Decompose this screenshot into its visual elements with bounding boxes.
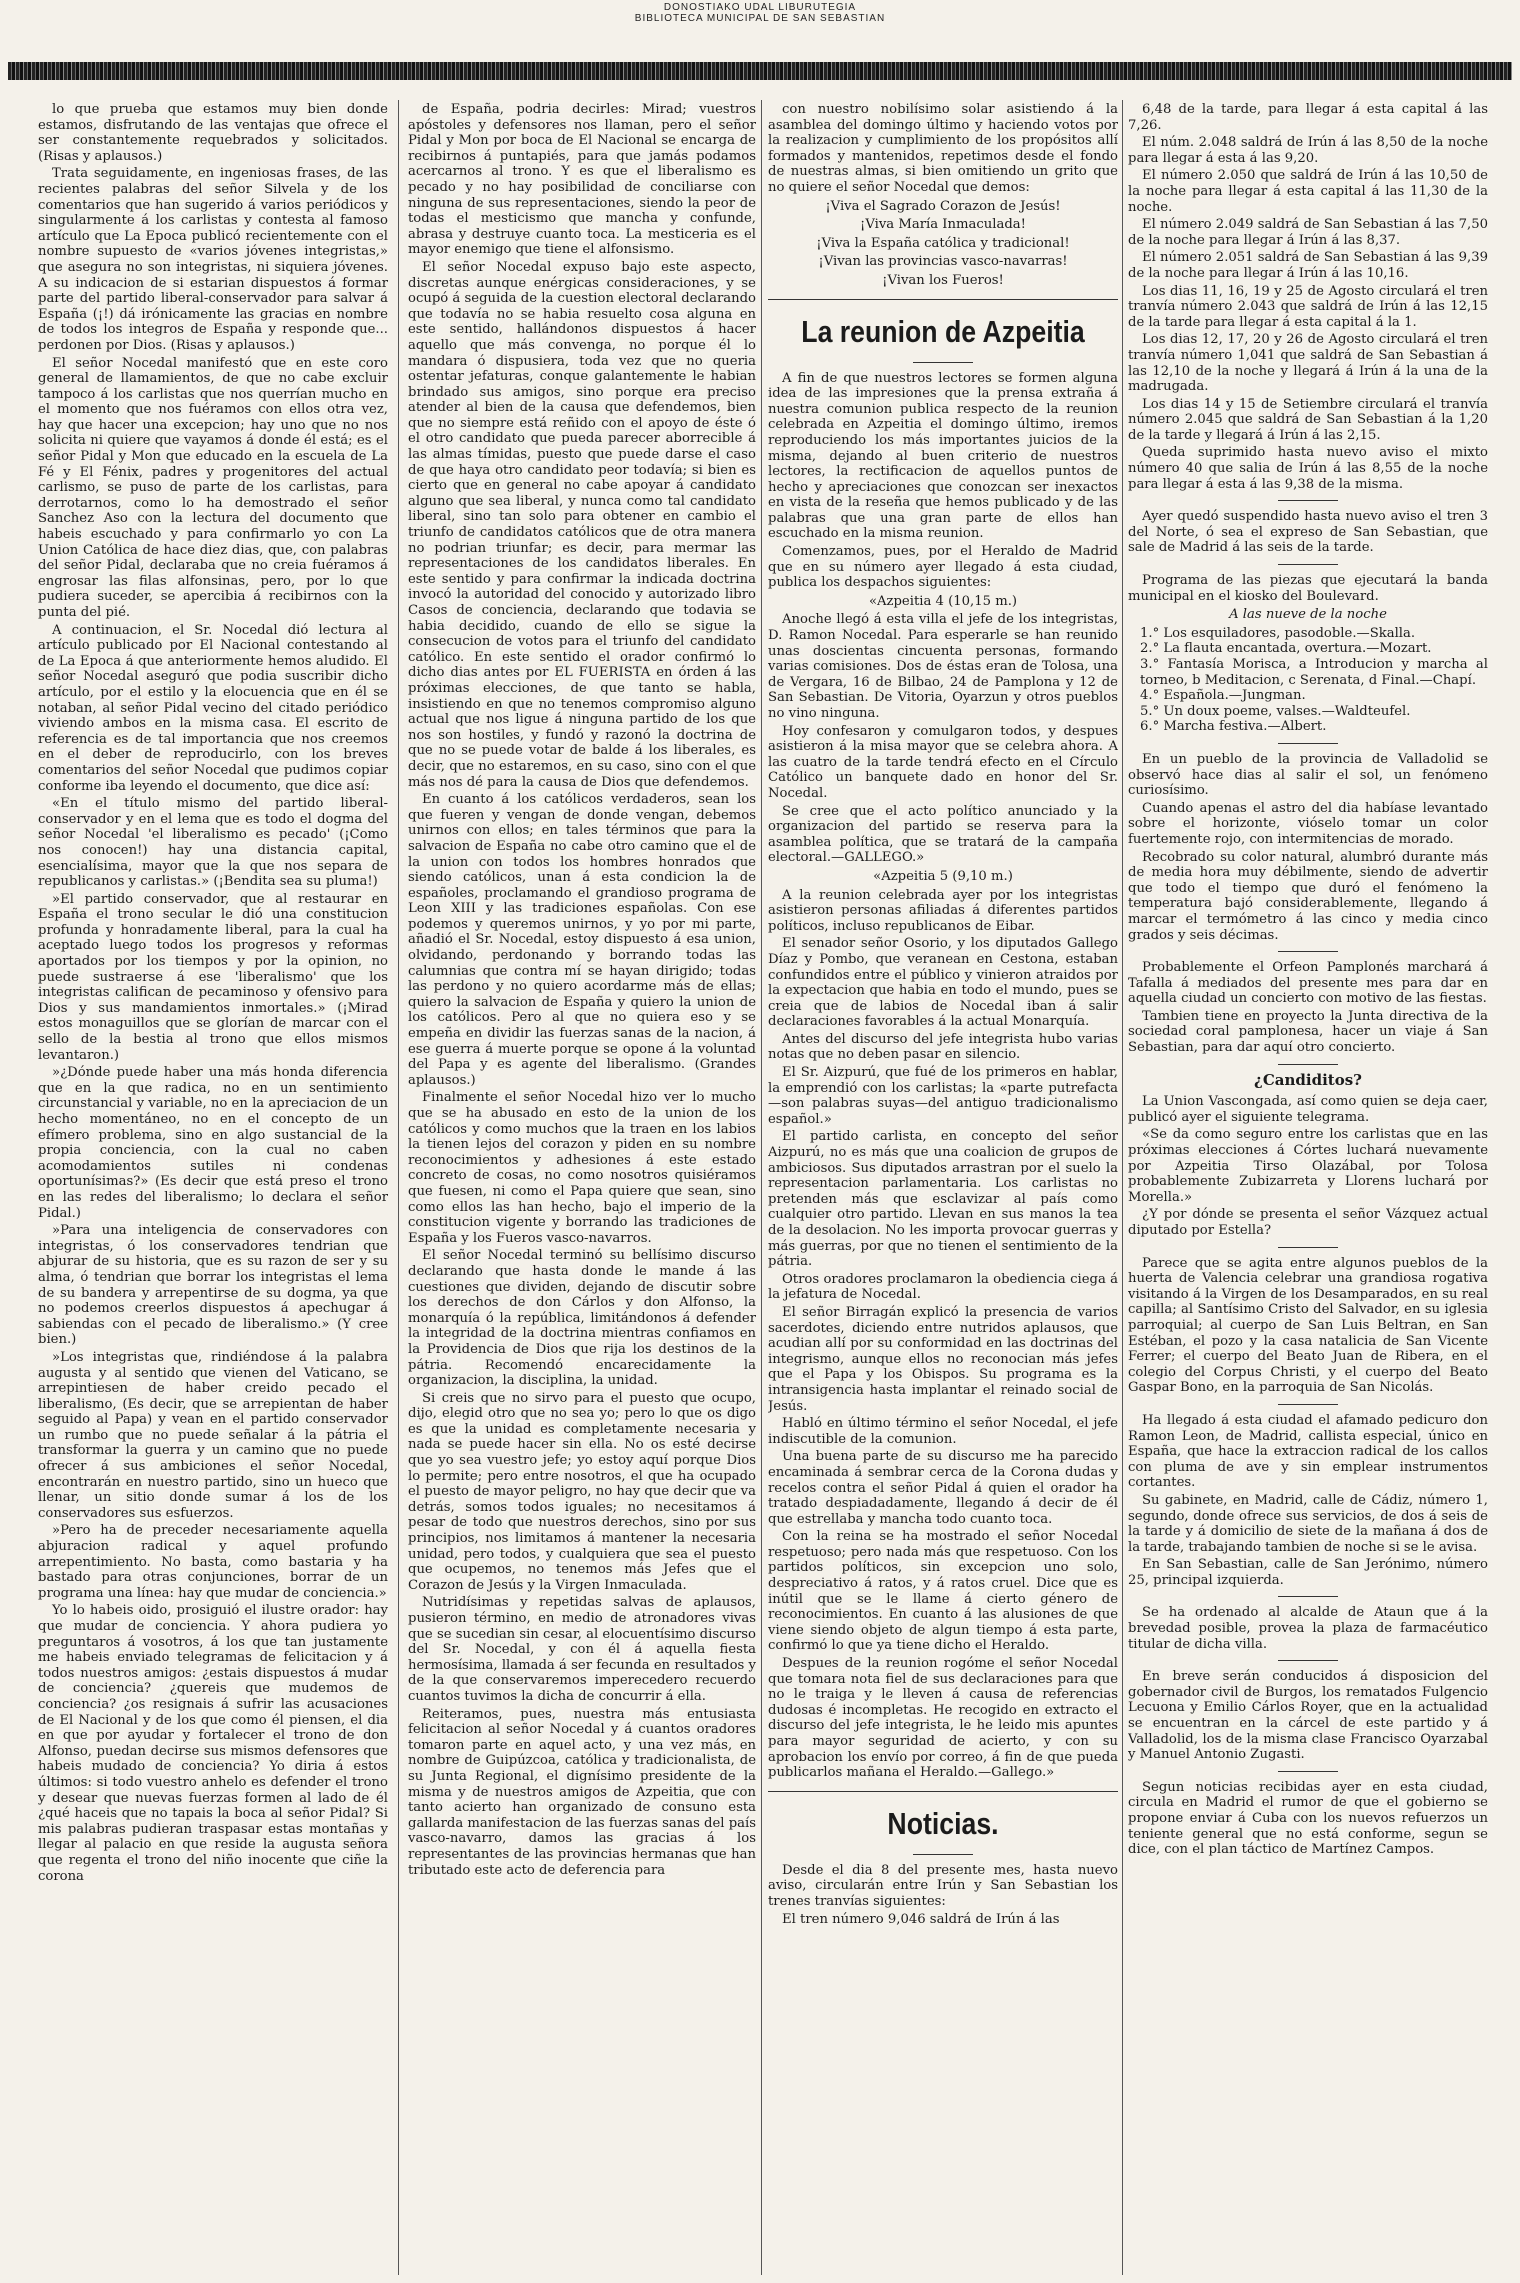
program-list — [1128, 626, 1488, 735]
article-paragraph: Segun noticias recibidas ayer en esta ciudad, circula en Madrid el rumor de que el gobierno se propone enviar á Cuba con los nuevos refuerzos un teniente general que no está conforme, segun se dice, con el plan táctico de Martínez Campos. — [1128, 1779, 1488, 1858]
article-paragraph: »Para una inteligencia de conservadores con integristas, ó los conservadores tendrian que abjurar de su historia, que es su razon de ser y su alma, ó tendrian que borrar los integristas el lema de su bandera y arrepentirse de su dogma, ya que no podemos creerlos dispuestos á apechugar á sabiendas con el pecado de liberalismo.» (Y cree bien.) — [38, 1223, 388, 1348]
dispatch-heading: «Azpeitia 4 (10,15 m.) — [868, 593, 1018, 609]
column-rule — [761, 100, 762, 2275]
article-paragraph: Desde el dia 8 del presente mes, hasta nuevo aviso, circularán entre Irún y San Sebastian los trenes tranvías siguientes: — [768, 1862, 1118, 1909]
program-item: 5.° Un doux poeme, valses.—Waldteufel. — [1140, 703, 1411, 719]
article-paragraph: Finalmente el señor Nocedal hizo ver lo mucho que se ha abusado en esto de la union de los católicos y como muchos que la traen en los labios la tienen lejos del corazon y piden en su nombre reconocimientos y adhesiones á este estado concreto de cosas, no como nosotros quisiéramos que fuesen, ni como el Papa quiere que sean, sino como ellos las han hecho, bajo el imperio de la constitucion vigente y borrando las tradiciones de España y los Fueros vasco-navarros. — [408, 1090, 756, 1246]
dash-divider — [1278, 564, 1338, 565]
article-paragraph: El señor Nocedal manifestó que en este coro general de llamamientos, de que no cabe excluir tampoco á los carlistas que nos querrían mucho en el momento que nos fuéramos con ellos otra vez, hay que hacer una excepcion; hay uno que no nos solicita ni quiere que vayamos á donde él está; es el señor Pidal y Mon que educado en la escuela de La Fé y El Fénix, padres y progenitores del actual carlismo, se puso de parte de los carlistas, para derrotarnos, como lo ha demostrado el señor Sanchez Aso con la lectura del documento que habeis escuchado y para confirmarlo yo con La Union Católica de hace diez dias, que, con palabras del señor Pidal, declaraba que no creia fuéramos á engrosar las filas alfonsinas, pero, por lo que pudiera suceder, se apercibia á recibirnos con la punta del pié. — [38, 355, 388, 620]
article-paragraph: con nuestro nobilísimo solar asistiendo á la asamblea del domingo último y haciendo votos por la realizacion y cumplimiento de los propósitos allí formados y mantenidos, repetimos desde el fondo de nuestras almas, si bien omitiendo un grito que no quiere el señor Nocedal que demos: — [768, 102, 1118, 195]
article-paragraph: Tambien tiene en proyecto la Junta directiva de la sociedad coral pamplonesa, hacer un viaje á San Sebastian, para dar aquí otro concierto. — [1128, 1008, 1488, 1056]
dash-divider — [1278, 1596, 1338, 1597]
article-paragraph: Cuando apenas el astro del dia habíase levantado sobre el horizonte, vióselo tomar un color fuertemente rojo, con intermitencias de morado. — [1128, 800, 1488, 847]
article-paragraph: El número 2.049 saldrá de San Sebastian á las 7,50 de la noche para llegar á Irún á las 8,37. — [1128, 217, 1488, 248]
article-paragraph: Anoche llegó á esta villa el jefe de los integristas, D. Ramon Nocedal. Para esperarle se han reunido unas doscientas cincuenta personas, formando varias comisiones. Dos de éstas eran de Tolosa, una de Vergara, 16 de Bilbao, 24 de Pamplona y 12 de San Sebastian. De Vitoria, Oyarzun y otros pueblos no vino ninguna. — [768, 612, 1118, 721]
article-paragraph: El partido carlista, en concepto del señor Aizpurú, no es más que una coalicion de grupos de ambiciosos. Sus diputados arrastran por el suelo la representacion parlamentaria. Los carlistas no pretenden más que esclavizar al país como cualquier otro partido. Llevan en sus manos la tea de la desolacion. No les importa provocar guerras y más guerras, por que no tienen el sentimiento de la pátria. — [768, 1129, 1118, 1270]
program-item: 6.° Marcha festiva.—Albert. — [1140, 719, 1327, 735]
viva-line: ¡Vivan las provincias vasco-navarras! — [818, 254, 1068, 270]
dash-divider — [913, 362, 973, 363]
article-paragraph: Comenzamos, pues, por el Heraldo de Madrid que en su número ayer llegado á esta ciudad, publica los despachos siguientes: — [768, 544, 1118, 591]
article-paragraph: Ha llegado á esta ciudad el afamado pedicuro don Ramon Leon, de Madrid, callista especial, único en España, que hace la extraccion radical de los callos con pluma de ave y sin emplear instrumentos cortantes. — [1128, 1412, 1488, 1491]
article-paragraph: Hoy confesaron y comulgaron todos, y despues asistieron á la misa mayor que se celebra ahora. A las cuatro de la tarde tendrá efecto en el Círculo Católico un banquete dado en honor del Sr. Nocedal. — [768, 723, 1118, 801]
article-paragraph: El número 2.050 que saldrá de Irún á las 10,50 de la noche para llegar á esta capital á las 11,30 de la noche. — [1128, 168, 1488, 215]
headline-azpeitia: La reunion de Azpeitia — [801, 313, 1085, 349]
article-paragraph: A fin de que nuestros lectores se formen alguna idea de las impresiones que la prensa extraña á nuestra comunion publica respecto de la reunion celebrada en Azpeitia el domingo último, iremos reproduciendo los más importantes juicios de la misma, dejando al buen criterio de nuestros lectores, la rectificacion de aquellos puntos de hecho y apreciaciones que conozcan ser inexactos en vista de la reseña que hemos publicado y de las palabras que una gran parte de ellos han escuchado en la misma reunion. — [768, 370, 1118, 542]
program-item: 2.° La flauta encantada, overtura.—Mozart. — [1140, 641, 1432, 657]
program-intro: Programa de las piezas que ejecutará la banda municipal en el kiosko del Boulevard. — [1128, 573, 1488, 604]
article-paragraph: El tren número 9,046 saldrá de Irún á las — [782, 1911, 1060, 1927]
viva-line: ¡Viva María Inmaculada! — [860, 217, 1026, 233]
dash-divider — [1278, 1247, 1338, 1248]
article-paragraph: Queda suprimido hasta nuevo aviso el mixto número 40 que salia de Irún á las 8,55 de la noche para llegar á esta á las 9,38 de la misma. — [1128, 445, 1488, 492]
column-rule — [1122, 100, 1123, 2275]
article-paragraph: »El partido conservador, que al restaurar en España el trono secular le dió una constitucion profunda y honradamente liberal, para la cual ha aceptado luego todos los progresos y reformas aportados por los tiempos y por la opinion, no puede sustraerse á ese 'liberalismo' que los integristas califican de pecaminoso y ofensivo para Dios y sus mandamientos inmortales.» (¡Mirad estos monaguillos que se glorían de marcar con el sello de la bestia al trono que ellos mismos levantaron.) — [38, 891, 388, 1063]
article-paragraph: En breve serán conducidos á disposicion del gobernador civil de Burgos, los rematados Fulgencio Lecuona y Emilio Cárlos Royer, que en la actualidad se encuentran en la cárcel de este partido y á Valladolid, los de la misma clase Francisco Oyarzabal y Manuel Antonio Zugasti. — [1128, 1669, 1488, 1763]
article-paragraph: Recobrado su color natural, alumbró durante más de media hora muy débilmente, siendo de advertir que todo el tiempo que duró el fenómeno la temperatura bajó considerablemente, llegando á marcar el termómetro á las cinco y media cinco grados y seis décimas. — [1128, 849, 1488, 943]
article-paragraph: Con la reina se ha mostrado el señor Nocedal respetuoso; pero nada más que respetuoso. Con los partidos políticos, sin excepcion uno solo, despreciativo á ratos, y á ratos cruel. Dice que es inútil que se le llame á cierto género de reconocimientos. En cuanto á las alusiones de que viene siendo objeto de algun tiempo á esta parte, confirmó lo que ya tiene dicho el Heraldo. — [768, 1529, 1118, 1654]
article-paragraph: Nutridísimas y repetidas salvas de aplausos, pusieron término, en medio de atronadores vivas que se sucedian sin cesar, al elocuentísimo discurso del Sr. Nocedal, y con él á aquella fiesta hermosísima, llamada á ser fecunda en resultados y de la que conservaremos imperecedero recuerdo cuantos tuvimos la dicha de concurrir á ella. — [408, 1595, 756, 1704]
article-paragraph: lo que prueba que estamos muy bien donde estamos, disfrutando de las ventajas que ofrece el ser constantemente requebrados y solicitados. (Risas y aplausos.) — [38, 102, 388, 164]
article-paragraph: Habló en último término el señor Nocedal, el jefe indiscutible de la comunion. — [768, 1416, 1118, 1447]
article-paragraph: Su gabinete, en Madrid, calle de Cádiz, número 1, segundo, donde ofrece sus servicios, de dos á seis de la tarde y á domicilio de siete de la mañana á dos de la tarde, trabajando tambien de noche si se le avisa. — [1128, 1492, 1488, 1555]
dash-divider — [1278, 1660, 1338, 1661]
article-paragraph: Probablemente el Orfeon Pamplonés marchará á Tafalla á mediados del presente mes para dar en aquella ciudad un concierto con motivo de las fiestas. — [1128, 960, 1488, 1007]
candidatos-heading: ¿Candiditos? — [1254, 1070, 1362, 1089]
column-1 — [38, 102, 388, 2272]
article-paragraph: Se ha ordenado al alcalde de Ataun que á la brevedad posible, provea la plaza de farmacéutico titular de dicha villa. — [1128, 1605, 1488, 1652]
article-paragraph: ¿Y por dónde se presenta el señor Vázquez actual diputado por Estella? — [1128, 1207, 1488, 1238]
article-paragraph: Despues de la reunion rogóme el señor Nocedal que tomara nota fiel de sus declaraciones para que no le traiga y le lleven á causa de referencias dudosas é incompletas. He recogido en extracto el discurso del jefe integrista, le he leido mis apuntes para mayor seguridad de acierto, y con su aprobacion los envío por correo, á fin de que pueda publicarlos mañana el Heraldo.—Gallego.» — [768, 1656, 1118, 1781]
viva-line: ¡Vivan los Fueros! — [882, 272, 1004, 288]
article-paragraph: Una buena parte de su discurso me ha parecido encaminada á sembrar cerca de la Corona dudas y recelos contra el señor Pidal á quien el orador ha tratado despiadadamente, llegando á decir de él que estrellaba y mancha todo cuanto toca. — [768, 1449, 1118, 1527]
article-paragraph: Antes del discurso del jefe integrista hubo varias notas que no deben pasar en silencio. — [768, 1031, 1118, 1063]
article-paragraph: Reiteramos, pues, nuestra más entusiasta felicitacion al señor Nocedal y á cuantos oradores tomaron parte en aquel acto, y una vez más, en nombre de Guipúzcoa, católica y tradicionalista, de su Junta Regional, el dignísimo presidente de la misma y de nuestros amigos de Azpeitia, que con tanto acierto han organizado de consuno esta gallarda manifestacion de las fuerzas sanas del país vasco-navarro, damos las gracias á los representantes de las provincias hermanas que han tributado este acto de deferencia para — [408, 1706, 756, 1878]
article-paragraph: »Pero ha de preceder necesariamente aquella abjuracion radical y aquel profundo arrepentimiento. No basta, como bastaria y ha bastado para otras conjunciones, borrar de un programa una línea: hay que mudar de conciencia.» — [38, 1523, 388, 1601]
column-rule — [398, 100, 399, 2275]
dash-divider — [1278, 500, 1338, 501]
library-header — [0, 2, 1520, 24]
article-paragraph: En un pueblo de la provincia de Valladolid se observó hace dias al salir el sol, un fenómeno curiosísimo. — [1128, 751, 1488, 799]
article-paragraph: El número 2.051 saldrá de San Sebastian á las 9,39 de la noche para llegar á Irún á las 10,16. — [1128, 250, 1488, 281]
article-paragraph: El Sr. Aizpurú, que fué de los primeros en hablar, la emprendió con los carlistas; la «parte putrefacta—son palabras suyas—del antiguo tradicionalismo español.» — [768, 1065, 1118, 1127]
article-paragraph: »¿Dónde puede haber una más honda diferencia que en la que radica, no en un sentimiento circunstancial y variable, no en la apreciacion de un hecho momentáneo, no en el concepto de un efímero problema, sino en algo sustancial de la propia conciencia, con la cual no caben acomodamientos sutiles ni condenas oportunísimas?» (Es decir que está preso el trono en las redes del liberalismo; lo declara el señor Pidal.) — [38, 1065, 388, 1221]
column-4 — [1128, 102, 1488, 2272]
article-paragraph: Ayer quedó suspendido hasta nuevo aviso el tren 3 del Norte, ó sea el expreso de San Sebastian, que sale de Madrid á las seis de la tarde. — [1128, 509, 1488, 556]
column-3 — [768, 102, 1118, 2272]
article-paragraph: El núm. 2.048 saldrá de Irún á las 8,50 de la noche para llegar á esta á las 9,20. — [1128, 135, 1488, 166]
article-paragraph: El señor Nocedal expuso bajo este aspecto, discretas aunque enérgicas consideraciones, y se ocupó á seguida de la cuestion electoral declarando que todavía no se habia resuelto cosa alguna en este sentido, hallándonos dispuestos á hacer aquello que más convenga, no porque él lo mandara ó dispusiera, toda vez que no queria ostentar jefaturas, conque galantemente le habian brindado sus amigos, sino porque era preciso atender al bien de la causa que defendemos, bien que no siempre está reñido con el apoyo de éste ó el otro candidato que pueda parecer aborrecible á las almas tímidas, puesto que puede darse el caso de que haya otro candidato peor todavía; si bien es cierto que en general no cabe apoyar á candidato alguno que sea liberal, y nunca como tal candidato liberal, sino tan solo para obtener en cambio el triunfo de candidatos católicos que de otra manera no podrian triunfar; es decir, para mermar las representaciones de los candidatos liberales. En este sentido y para confirmar la indicada doctrina invocó la autoridad del conocido y autorizado libro Casos de conciencia, declarando que todavia se habia decidido, cuando de ello se sigue la consecucion de votos para el triunfo del candidato católico. En este sentido el orador confirmó lo dicho dias antes por EL FUERISTA en órden á las próximas elecciones, de que tanto se habla, insistiendo en que no tenemos compromiso alguno actual que nos ligue á ninguna partido de los que nos son hostiles, y fundó y razonó la doctrina de que no se puede votar de balde á los liberales, es decir, que no estaremos, en su caso, sino con el que más nos dé para la causa de Dios que defendemos. — [408, 259, 756, 790]
article-paragraph: Parece que se agita entre algunos pueblos de la huerta de Valencia celebrar una grandiosa rogativa visitando á la Virgen de los Desamparados, en su real capilla; al Santísimo Cristo del Salvador, en su iglesia parroquial; al cuerpo de San Luis Beltran, en San Estéban, el pozo y la casa natalicia de San Vicente Ferrer; el cuerpo del Beato Juan de Ribera, en el colegio del Corpus Christi, y el cuerpo del Beato Gaspar Bono, en la parroquia de San Nicolás. — [1128, 1255, 1488, 1396]
article-paragraph: «Se da como seguro entre los carlistas que en las próximas elecciones á Córtes luchará nuevamente por Azpeitia Tirso Olazábal, por Tolosa probablemente Zubizarreta y Llorens luchará por Morella.» — [1128, 1127, 1488, 1205]
article-paragraph: Si creis que no sirvo para el puesto que ocupo, dijo, elegid otro que no sea yo; pero lo que os digo es que la unidad es completamente necesaria y nada se puede hacer sin ella. No os esté decirse que yo sea vuestro jefe; yo estoy aquí porque Dios lo permite; pero entre nosotros, el que ha ocupado el puesto de mayor peligro, no hay que decir que va detrás, somos todos iguales; no necesitamos á pesar de todo que nuestros derechos, sino por sus principios, nos limitamos á mantener la necesaria unidad, pero todos, y cualquiera que sea el puesto que ocupemos, no tenemos más Jefes que el Corazon de Jesús y la Virgen Inmaculada. — [408, 1390, 756, 1593]
header-line-2: BIBLIOTECA MUNICIPAL DE SAN SEBASTIAN — [634, 13, 886, 24]
article-paragraph: En San Sebastian, calle de San Jerónimo, número 25, principal izquierda. — [1128, 1557, 1488, 1588]
program-item: 4.° Española.—Jungman. — [1140, 688, 1306, 704]
article-paragraph: El señor Birragán explicó la presencia de varios sacerdotes, diciendo entre nutridos aplausos, que acudian allí por su conformidad en las doctrinas del integrismo, aunque ellos no reconocian más jefes que el Papa y los Obispos. Su programa es la intransigencia hasta implantar el reinado social de Jesús. — [768, 1304, 1118, 1414]
article-paragraph: El señor Nocedal terminó su bellísimo discurso declarando que hasta donde le mande á las cuestiones que dividen, dejando de discutir sobre los derechos de don Cárlos y don Alfonso, la monarquía ó la república, limitándonos á defender la integridad de la doctrina mientras confiamos en la Providencia de Dios que rija los destinos de la pátria. Recomendó encarecidamente la organizacion, la disciplina, la unidad. — [408, 1248, 756, 1389]
article-paragraph: Los dias 12, 17, 20 y 26 de Agosto circulará el tren tranvía número 1,041 que saldrá de San Sebastian á las 12,10 de la noche y llegará á Irún á la una de la madrugada. — [1128, 332, 1488, 395]
dash-divider — [1278, 1064, 1338, 1065]
dash-divider — [1278, 1404, 1338, 1405]
program-item: 1.° Los esquiladores, pasodoble.—Skalla. — [1140, 625, 1416, 641]
program-title: A las nueve de la noche — [1229, 607, 1387, 623]
column-2 — [408, 102, 756, 2272]
viva-line: ¡Viva la España católica y tradicional! — [816, 235, 1070, 251]
headline-noticias: Noticias. — [887, 1805, 999, 1841]
article-paragraph: La Union Vascongada, así como quien se deja caer, publicó ayer el siguiente telegrama. — [1128, 1094, 1488, 1125]
article-paragraph: Los dias 14 y 15 de Setiembre circulará el tranvía número 2.045 que saldrá de San Sebastian á la 1,20 de la tarde y llegará á Irún á las 2,15. — [1128, 396, 1488, 443]
dash-divider — [913, 1854, 973, 1855]
article-paragraph: »Los integristas que, rindiéndose á la palabra augusta y al sentido que vienen del Vaticano, se arrepintiesen de haber creido pecado el liberalismo, (Es decir, que se arrepientan de haber seguido al Papa) y vean en el partido conservador un rumbo que no puede señalar á la pátria el transformar la guerra y un camino que no puede ofrecer á sus ambiciones el señor Nocedal, encontrarán en nuestro partido, sino un hueco que llenar, un sitio donde sumar á los de los conservadores sus esfuerzos. — [38, 1349, 388, 1521]
header-line-1: DONOSTIAKO UDAL LIBURUTEGIA — [663, 2, 857, 13]
viva-line: ¡Viva el Sagrado Corazon de Jesús! — [825, 198, 1061, 214]
article-paragraph: El senador señor Osorio, y los diputados Gallego Díaz y Pombo, que veranean en Cestona, estaban confundidos entre el público y vinieron atraidos por la expectacion que habia en todo el mundo, pues se creia que de labios de Nocedal iban á salir declaraciones favorables á la actual Monarquía. — [768, 936, 1118, 1030]
article-paragraph: Otros oradores proclamaron la obediencia ciega á la jefatura de Nocedal. — [768, 1271, 1118, 1303]
article-paragraph: A la reunion celebrada ayer por los integristas asistieron personas afiliadas á diferentes partidos políticos, incluso republicanos de Eibar. — [768, 887, 1118, 934]
article-paragraph: 6,48 de la tarde, para llegar á esta capital á las 7,26. — [1128, 102, 1488, 133]
dash-divider — [1278, 1771, 1338, 1772]
article-paragraph: Los dias 11, 16, 19 y 25 de Agosto circulará el tren tranvía número 2.043 que saldrá de Irún á las 12,15 de la tarde para llegar á esta capital á la 1. — [1128, 283, 1488, 330]
article-paragraph: Se cree que el acto político anunciado y la organizacion del partido se reserva para la asamblea política, que se tratará de la campaña electoral.—GALLEGO.» — [768, 803, 1118, 866]
article-paragraph: de España, podria decirles: Mirad; vuestros apóstoles y defensores nos llaman, pero el señor Pidal y Mon por boca de El Nacional se encarga de recibirnos á puntapiés, para que jamás podamos acercarnos al trono. Y es que el liberalismo es pecado y no hay posibilidad de conciliarse con ninguna de sus representaciones, siendo la peor de todas el mesticismo que mancha y confunde, abrasa y destruye cuanto toca. La mesticeria es el mayor enemigo que tiene el alfonsismo. — [408, 102, 756, 258]
section-divider — [768, 1791, 1118, 1792]
dash-divider — [1278, 951, 1338, 952]
dash-divider — [1278, 743, 1338, 744]
article-paragraph: Yo lo habeis oido, prosiguió el ilustre orador: hay que mudar de conciencia. Y ahora pudiera yo preguntaros á vosotros, á los que tan justamente me habeis enviado telegramas de felicitacion y á todos nuestros amigos: ¿estais dispuestos á mudar de conciencia? ¿quereis que mudemos de conciencia? ¿os resignais á sufrir las acusaciones de El Nacional y de los que como él piensen, el dia en que por ayudar y fortalecer el trono de don Alfonso, puedan decirse sus mismos defensores que habeis mudado de conciencia? Yo diria á estos últimos: si todo vuestro anhelo es defender el trono y desear que nuevas fuerzas formen al lado de él ¿qué haceis que no tapais la boca al señor Pidal? Si mis palabras pudieran traspasar estas montañas y llegar al palacio en que reside la augusta señora que regenta el trono del niño inocente que ciñe la corona — [38, 1603, 388, 1884]
masthead-bar — [8, 62, 1512, 80]
article-paragraph: Trata seguidamente, en ingeniosas frases, de las recientes palabras del señor Silvela y de los comentarios que han sugerido á varios periódicos y singularmente á los carlistas y contesta al famoso artículo que La Epoca publicó recientemente con el nombre supuesto de «varios jóvenes integristas,» que asegura no son integristas, ni siquiera jóvenes. A su indicacion de si estarian dispuestos á formar parte del partido liberal-conservador para salvar á España (¡!) dá irónicamente las gracias en nombre de todos los integros de España y responde que... perdonen por Dios. (Risas y aplausos.) — [38, 166, 388, 353]
article-paragraph: A continuacion, el Sr. Nocedal dió lectura al artículo publicado por El Nacional contestando al de La Epoca á que anteriormente hemos aludido. El señor Nocedal aseguró que podia suscribir dicho artículo, por el estilo y la elocuencia que en él se notaban, al señor Pidal vecino del citado periódico viviendo ambos en la misma casa. El escrito de referencia es de tal importancia que nos creemos en el deber de reproducirlo, con los breves comentarios del señor Nocedal que pudimos copiar conforme iba leyendo el documento, que dice así: — [38, 622, 388, 794]
article-paragraph: «En el título mismo del partido liberal-conservador y en el lema que es todo el dogma del señor Nocedal 'el liberalismo es pecado' (¡Como nos conocen!) hay una distancia capital, esencialísima, mayor que la que nos separa de republicanos y carlistas.» (¡Bendita sea su pluma!) — [38, 796, 388, 890]
program-item: 3.° Fantasía Morisca, a Introducion y marcha al torneo, b Meditacion, c Serenata, d Final.—Chapí. — [1140, 657, 1488, 688]
article-paragraph: En cuanto á los católicos verdaderos, sean los que fueren y vengan de donde vengan, debemos unirnos con ellos; en tales términos que para la salvacion de España no cabe otro camino que el de la union con todos los hombres honrados que siendo católicos, unan á esta condicion la de españoles, proclamando el grandioso programa de Leon XIII y las tradiciones españolas. Con ese podemos y queremos unirnos, y yo por mi parte, añadió el Sr. Nocedal, estoy dispuesto á esa union, olvidando, perdonando y borrando todas las calumnias que contra mí se hayan dirigido; todas las perdono y no quiero acordarme más de ellas; quiero la salvacion de España y quiero la union de los católicos. Pero al que no quiera eso y se empeña en dividir las fuerzas sanas de la nacion, á ese guerra á muerte porque se opone á la voluntad del Papa y es agente del liberalismo. (Grandes aplausos.) — [408, 792, 756, 1088]
dispatch-heading: «Azpeitia 5 (9,10 m.) — [873, 868, 1013, 884]
section-divider — [768, 299, 1118, 300]
